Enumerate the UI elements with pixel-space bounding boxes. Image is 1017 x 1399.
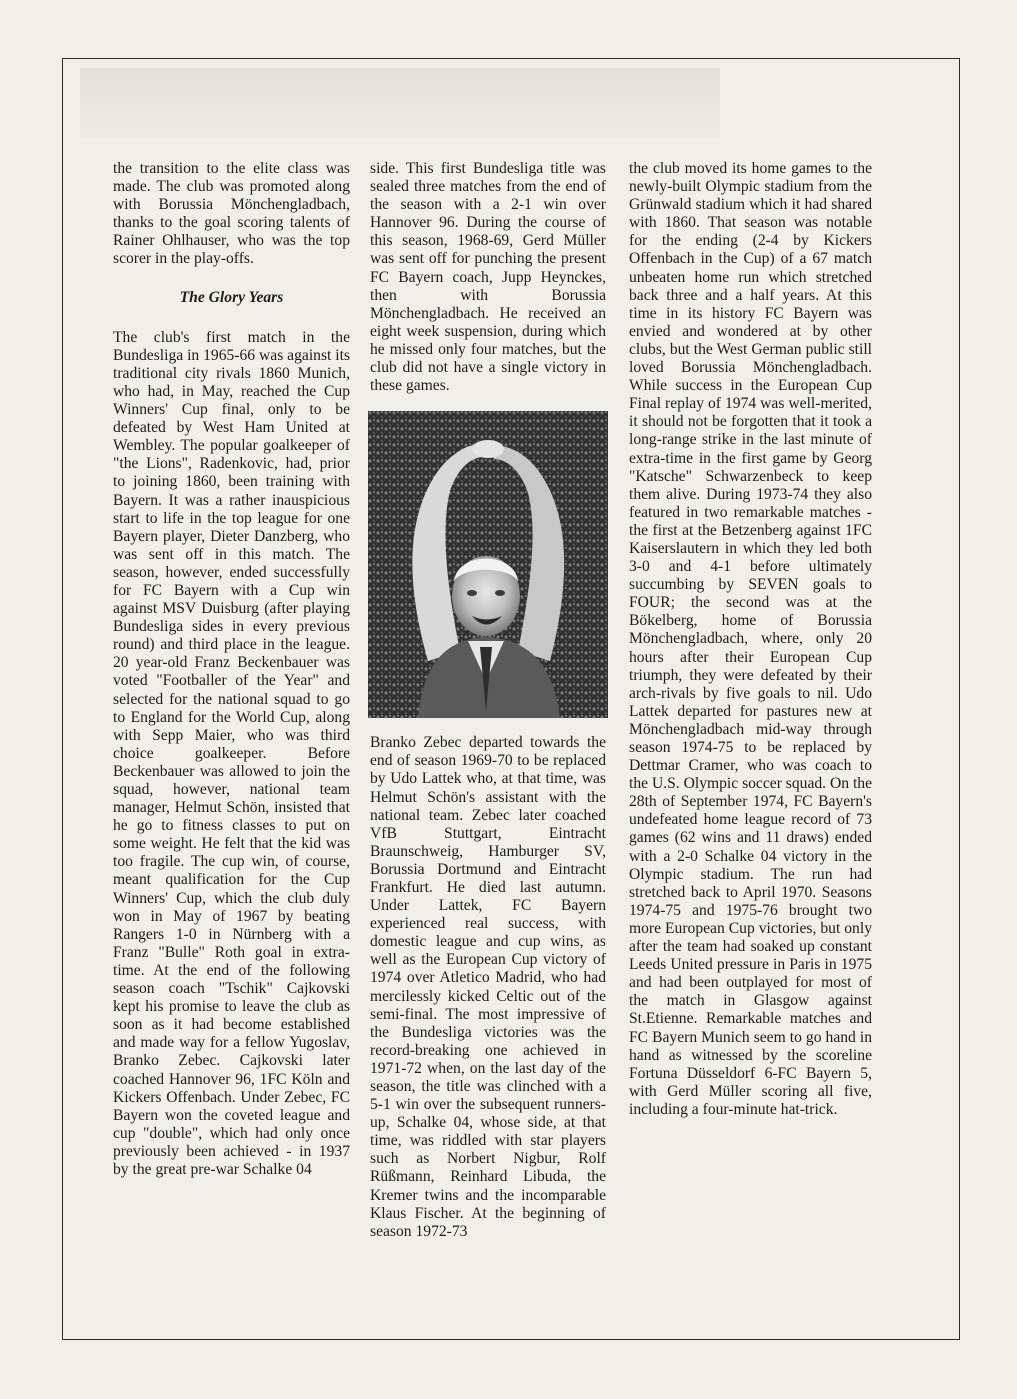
col1-paragraph-1: the transition to the elite class was made. The club was promoted along with Borussia Mönchengladbach, thanks to the goal scoring talents of Rainer Ohlhauser, who was the top scorer in the play-offs. [113, 160, 350, 268]
celebration-photo [368, 411, 608, 718]
column-1 [113, 160, 350, 1179]
col2-paragraph-1: side. This first Bundesliga title was sealed three matches from the end of the season with a 2-1 win over Hannover 96. During the course of this season, 1968-69, Gerd Müller was sent off for punching the present FC Bayern coach, Jupp Heynckes, then with Borussia Mönchengladbach. He received an eight week suspension, during which he missed only four matches, but the club did not have a single victory in these games. [370, 160, 606, 395]
col3-paragraph-1: the club moved its home games to the newly-built Olympic stadium from the Grünwald stadium which it had shared with 1860. That season was notable for the ending (2-4 by Kickers Offenbach in the Cup) of a 67 match unbeaten home run which stretched back three and a half years. At this time in its history FC Bayern was envied and wondered at by other clubs, but the West German public still loved Borussia Mönchengladbach. While success in the European Cup Final replay of 1974 was well-merited, it should not be forgotten that it took a long-range strike in the last minute of extra-time in the first game by Georg "Katsche" Schwarzenbeck to keep them alive. During 1973-74 they also featured in two remarkable matches - the first at the Betzenberg against 1FC Kaiserslautern in which they led both 3-0 and 4-1 before ultimately succumbing by SEVEN goals to FOUR; the second was at the Bökelberg, home of Borussia Mönchengladbach, where, only 20 hours after their European Cup triumph, they were defeated by their arch-rivals by five goals to nil. Udo Lattek departed for pastures new at Mönchengladbach mid-way through season 1974-75 to be replaced by Dettmar Cramer, who was coach to the U.S. Olympic soccer squad. On the 28th of September 1974, FC Bayern's undefeated home league record of 73 games (62 wins and 11 draws) ended with a 2-0 Schalke 04 victory in the Olympic stadium. The run had stretched back to April 1970. Seasons 1974-75 and 1975-76 brought two more European Cup victories, but only after the team had soaked up constant Leeds United pressure in Paris in 1975 and had been outplayed for most of the match in Glasgow against St.Etienne. Remarkable matches and FC Bayern Munich seem to go hand in hand as witnessed by the scoreline Fortuna Düsseldorf 6-FC Bayern 5, with Gerd Müller scoring all five, including a four-minute hat-trick. [629, 160, 872, 1118]
col1-paragraph-2: The club's first match in the Bundesliga in 1965-66 was against its traditional city rivals 1860 Munich, who had, in May, reached the Cup Winners' Cup final, only to be defeated by West Ham United at Wembley. The popular goalkeeper of "the Lions", Radenkovic, had, prior to joining 1860, been training with Bayern. It was a rather inauspicious start to life in the top league for one Bayern player, Dieter Danzberg, who was sent off in this match. The season, however, ended successfully for FC Bayern with a Cup win against MSV Duisburg (after playing Bundesliga sides in every previous round) and third place in the league. 20 year-old Franz Beckenbauer was voted "Footballer of the Year" and selected for the national squad to go to England for the World Cup, along with Sepp Maier, who was third choice goalkeeper. Before Beckenbauer was allowed to join the squad, however, national team manager, Helmut Schön, insisted that he go to fitness classes to put on some weight. He felt that the kid was too fragile. The cup win, of course, meant qualification for the Cup Winners' Cup, which the club duly won in May of 1967 by beating Rangers 1-0 in Nürnberg with a Franz "Bulle" Roth goal in extra-time. At the end of the following season coach "Tschik" Cajkovski kept his promise to leave the club as soon as it had become established and made way for a fellow Yugoslav, Branko Zebec. Cajkovski later coached Hannover 96, 1FC Köln and Kickers Offenbach. Under Zebec, FC Bayern won the coveted league and cup "double", which had only once previously been achieved - in 1937 by the great pre-war Schalke 04 [113, 328, 350, 1178]
column-2 [370, 160, 606, 1241]
section-heading: The Glory Years [179, 288, 284, 306]
column-3 [629, 160, 872, 1119]
celebration-photo-illustration [368, 411, 608, 718]
col2-paragraph-2: Branko Zebec departed towards the end of season 1969-70 to be replaced by Udo Lattek who, at that time, was Helmut Schön's assistant with the national team. Zebec later coached VfB Stuttgart, Eintracht Braunschweig, Hamburger SV, Borussia Dortmund and Eintracht Frankfurt. He died last autumn. Under Lattek, FC Bayern experienced real success, with domestic league and cup wins, as well as the European Cup victory of 1974 over Atletico Madrid, who had mercilessly kicked Celtic out of the semi-final. The most impressive of the Bundesliga victories was the record-breaking one achieved in 1971-72 when, on the last day of the season, the title was clinched with a 5-1 win over the subsequent runners-up, Schalke 04, whose side, at that time, was riddled with star players such as Norbert Nigbur, Rolf Rüßmann, Reinhard Libuda, the Kremer twins and the incomparable Klaus Fischer. At the beginning of season 1972-73 [370, 734, 606, 1240]
